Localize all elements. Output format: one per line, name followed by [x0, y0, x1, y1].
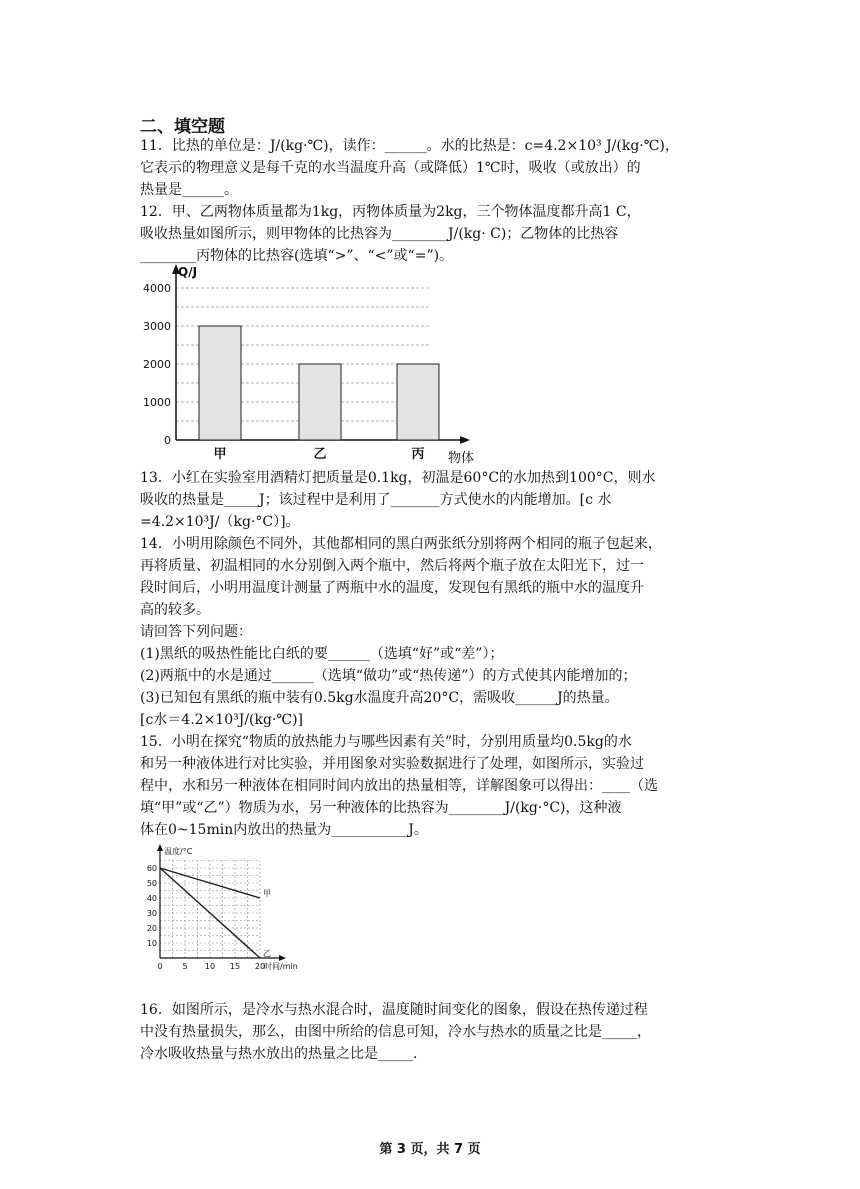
- line-x-tick-label: 20: [254, 962, 266, 971]
- bar-x-axis-label: 物体: [448, 451, 475, 466]
- bar-y-tick-label: 1000: [143, 396, 171, 409]
- q15-line-2: 和另一种液体进行对比实验，并用图象对实验数据进行了处理，如图所示，实验过: [140, 756, 644, 772]
- q16-line-2: 中没有热量损失，那么，由图中所给的信息可知，冷水与热水的质量之比是_____，: [140, 1024, 651, 1040]
- q15-line-4: 填“甲”或“乙”）物质为水，另一种液体的比热容为________J/(kg·°C)，这种液: [140, 800, 622, 816]
- bar-y-tick-label: 0: [164, 434, 171, 447]
- line-x-tick-label: 5: [182, 962, 188, 971]
- bar-y-tick-label: 4000: [143, 282, 171, 295]
- line-y-axis-arrow: [157, 844, 163, 851]
- q16-line-3: 冷水吸收热量与热水放出的热量之比是_____.: [140, 1046, 418, 1062]
- bar-chart: [140, 262, 480, 472]
- bar-甲: [199, 326, 241, 440]
- bar-乙: [299, 364, 341, 440]
- line-x-axis-arrow: [279, 955, 286, 961]
- q12-line-1: 12．甲、乙两物体质量都为1kg，丙物体质量为2kg，三个物体温度都升高1 C，: [140, 204, 641, 220]
- q11-line-1: 11．比热的单位是：J/(kg·℃)，读作：______。水的比热是：c=4.2×10³ J/(kg·℃)，: [140, 138, 679, 154]
- line-y-tick-label: 30: [146, 909, 157, 918]
- q12-line-3: ________丙物体的比热容(选填“>”、“<”或“=”)。: [140, 248, 454, 264]
- line-chart-grid: [160, 861, 260, 959]
- q15-line-3: 程中，水和另一种液体在相同时间内放出的热量相等，详解图象可以得出：____（选: [140, 778, 658, 794]
- line-y-axis-label: 温度/°C: [164, 847, 193, 856]
- q14-line-2: 再将质量、初温相同的水分别倒入两个瓶中，然后将两个瓶子放在太阳光下，过一: [140, 558, 644, 574]
- q14-line-3: 段时间后，小明用温度计测量了两瓶中水的温度，发现包有黑纸的瓶中水的温度升: [140, 580, 644, 596]
- line-y-tick-label: 20: [146, 924, 157, 933]
- q11-line-2: 它表示的物理意义是每千克的水当温度升高（或降低）1℃时，吸收（或放出）的: [140, 160, 641, 176]
- line-series-label: 乙: [263, 949, 271, 958]
- line-y-tick-label: 50: [146, 879, 157, 888]
- line-x-tick-label: 0: [157, 962, 163, 971]
- line-x-axis-label: 时间/min: [264, 962, 298, 971]
- q13-line-1: 13．小红在实验室用酒精灯把质量是0.1kg，初温是60°C的水加热到100°C，则水: [140, 470, 656, 486]
- q16-line-1: 16．如图所示，是冷水与热水混合时，温度随时间变化的图象，假设在热传递过程: [140, 1002, 648, 1018]
- q14-line-9: [c水＝4.2×10³J/(kg·℃)]: [140, 712, 303, 728]
- bar-category-label: 甲: [213, 447, 227, 462]
- q14-line-4: 高的较多。: [140, 602, 210, 618]
- line-chart: [140, 840, 320, 980]
- q13-line-2: 吸收的热量是_____J；该过程中是利用了_______方式使水的内能增加。[c 水: [140, 492, 612, 508]
- line-y-tick-label: 10: [146, 939, 157, 948]
- q13-line-3: =4.2×10³J/（kg·°C）]。: [140, 514, 300, 530]
- bar-x-axis-arrow: [460, 436, 470, 444]
- q15-line-5: 体在0~15min内放出的热量为___________J。: [140, 822, 428, 838]
- line-series-label: 甲: [263, 889, 271, 898]
- bar-chart-bars: [199, 326, 439, 440]
- q12-line-2: 吸收热量如图所示，则甲物体的比热容为________J/(kg· C)；乙物体的比热容: [140, 226, 619, 242]
- q14-line-8: (3)已知包有黑纸的瓶中装有0.5kg水温度升高20°C，需吸收______J的热量。: [140, 690, 619, 706]
- line-chart-axes: [157, 844, 286, 961]
- q11-line-3: 热量是______。: [140, 182, 238, 198]
- bar-丙: [397, 364, 439, 440]
- bar-category-label: 乙: [313, 447, 327, 462]
- q14-line-7: (2)两瓶中的水是通过______（选填“做功”或“热传递”）的方式使其内能增加的；: [140, 668, 637, 684]
- line-x-tick-label: 10: [204, 962, 216, 971]
- q14-line-6: (1)黑纸的吸热性能比白纸的要______（选填“好”或“差”）；: [140, 646, 504, 662]
- bar-category-label: 丙: [411, 447, 425, 462]
- line-x-tick-label: 15: [229, 962, 241, 971]
- bar-y-axis-label: Q/J: [178, 265, 198, 279]
- q15-line-1: 15．小明在探究“物质的放热能力与哪些因素有关”时，分别用质量均0.5kg的水: [140, 734, 632, 750]
- line-y-tick-label: 60: [146, 864, 157, 873]
- bar-y-tick-label: 2000: [143, 358, 171, 371]
- q14-line-5: 请回答下列问题：: [140, 624, 252, 640]
- line-y-tick-label: 40: [146, 894, 157, 903]
- q14-line-1: 14．小明用除颜色不同外，其他都相同的黑白两张纸分别将两个相同的瓶子包起来，: [140, 536, 662, 552]
- bar-y-tick-label: 3000: [143, 320, 171, 333]
- page-footer: 第 3 页，共 7 页: [379, 1142, 481, 1157]
- section-title: 二、填空题: [140, 117, 225, 137]
